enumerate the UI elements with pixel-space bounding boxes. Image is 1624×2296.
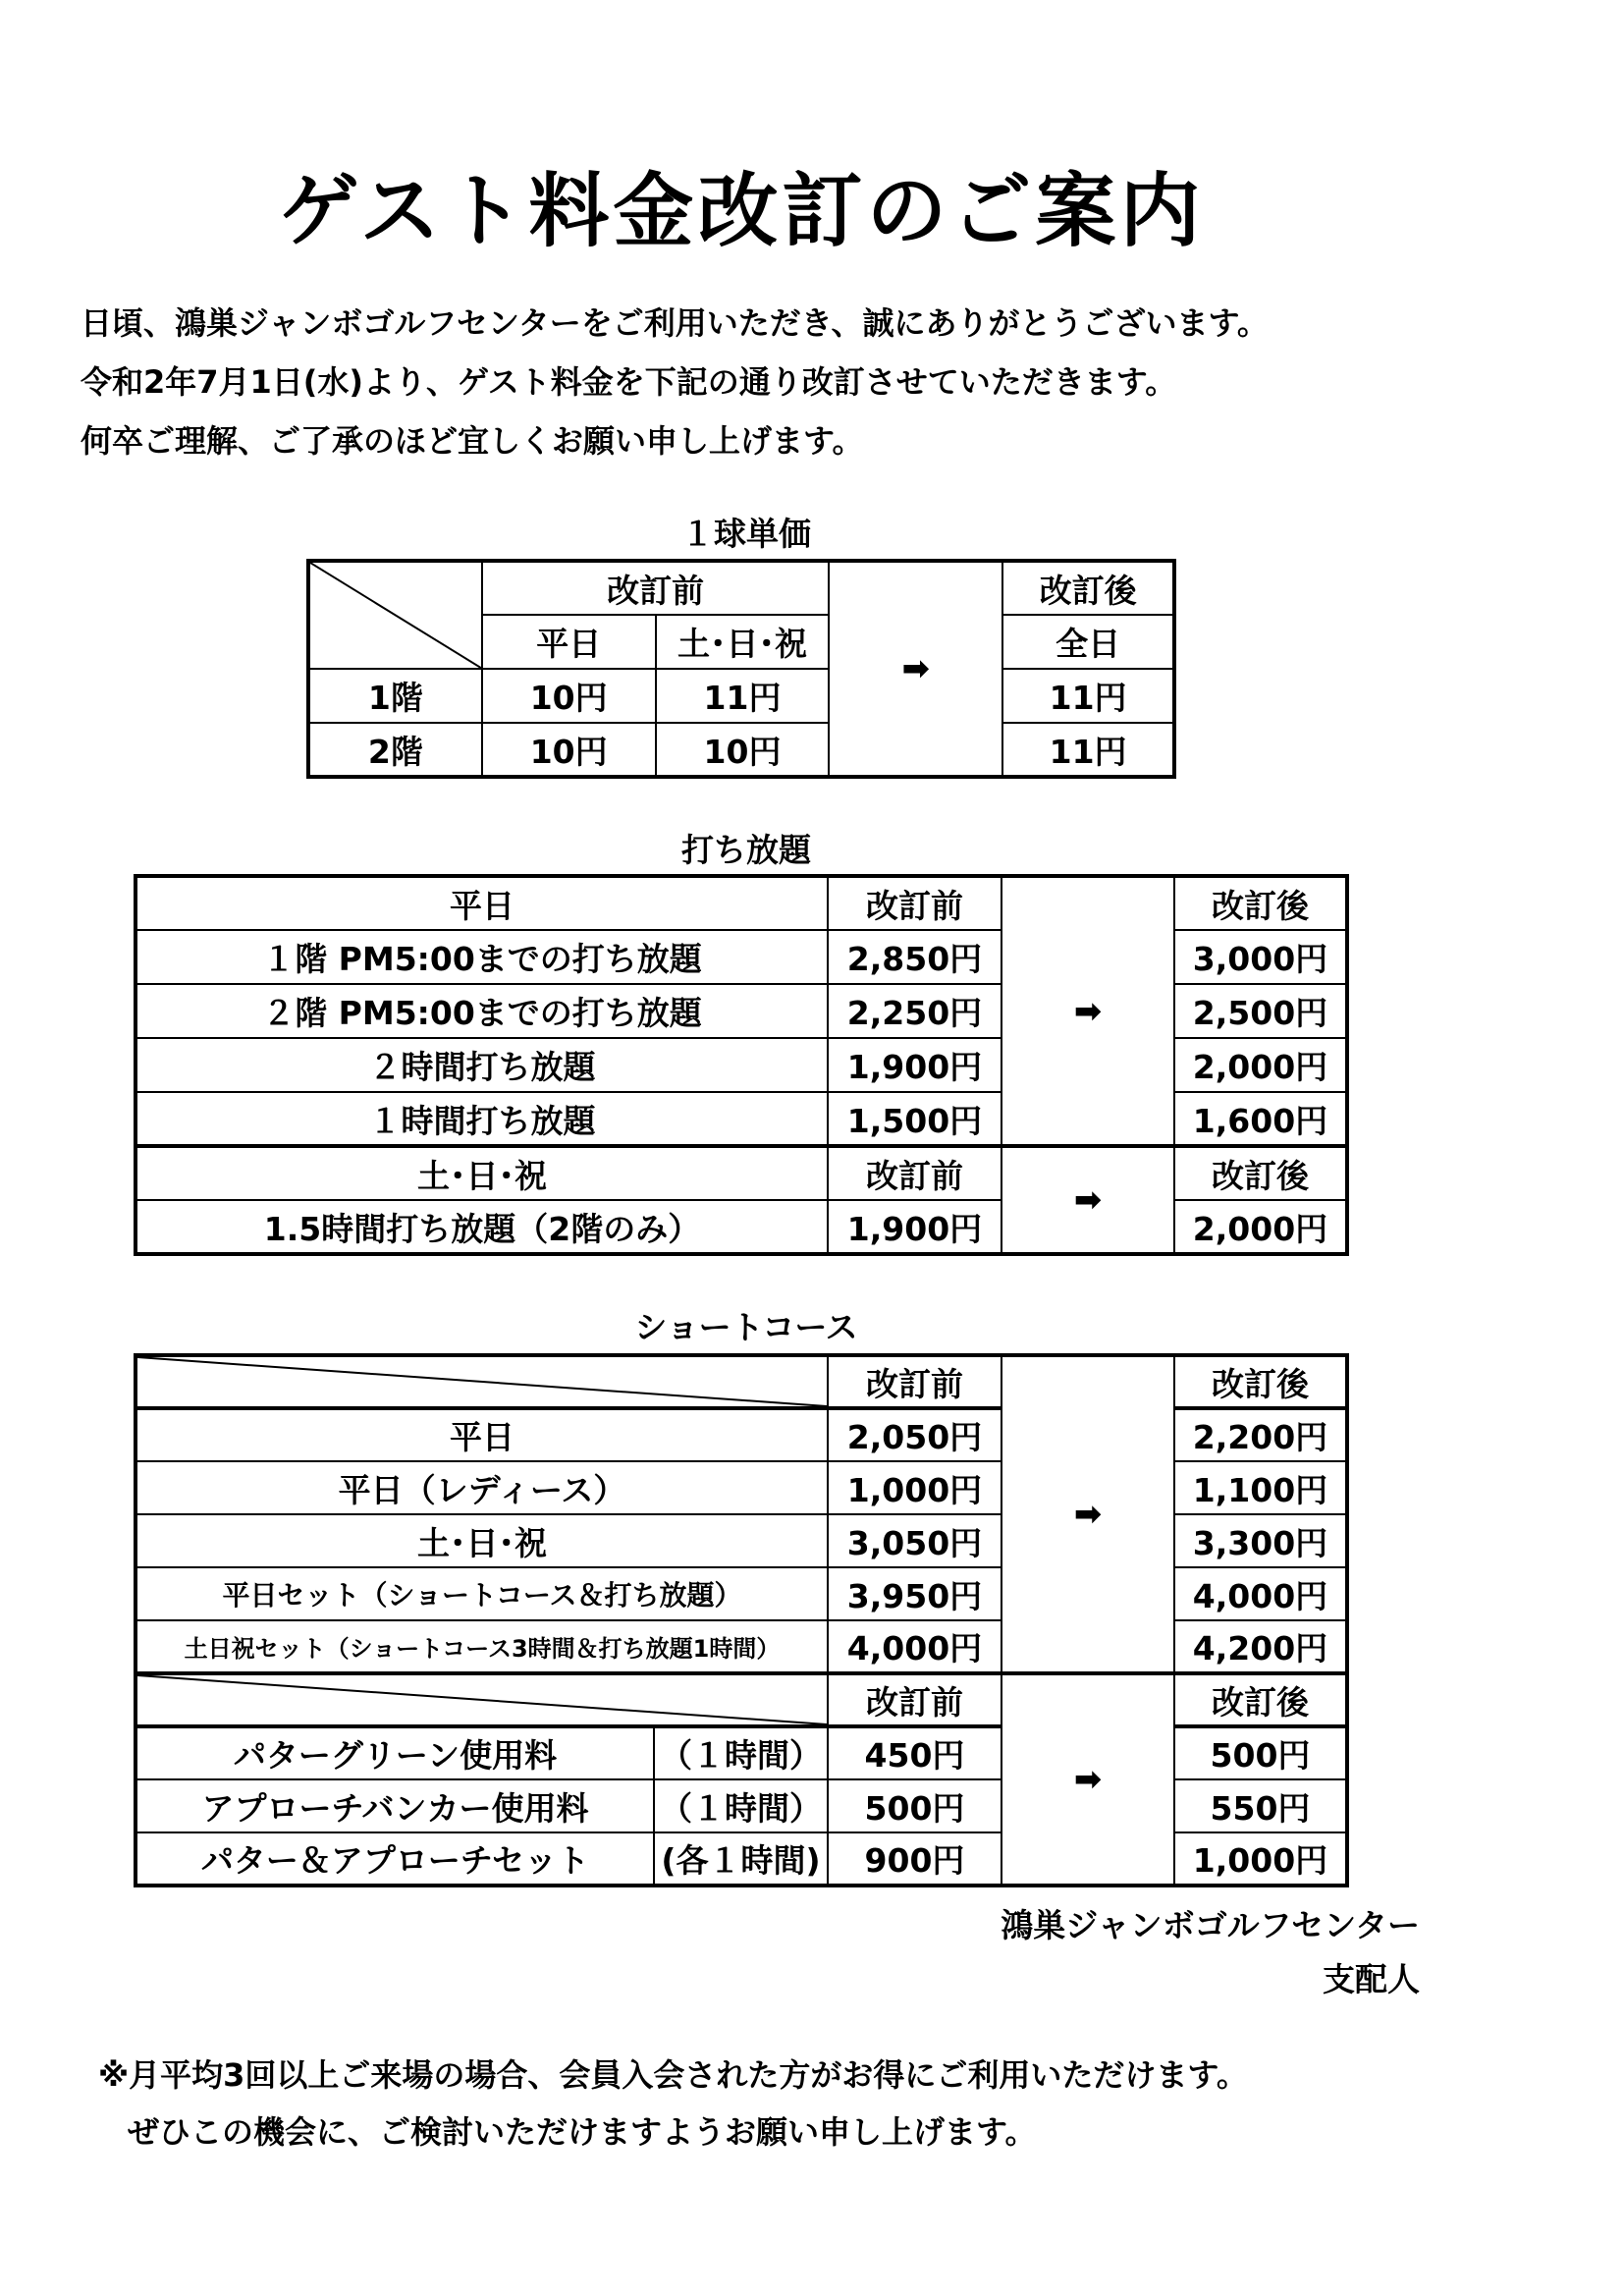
price-before: 1,900円 — [828, 1038, 1001, 1092]
price-after: 500円 — [1174, 1726, 1347, 1779]
unlimited-caption: 打ち放題 — [681, 831, 811, 869]
unlimited-weekend-arrow-icon: ➡ — [1001, 1146, 1174, 1254]
price-before: 3,050円 — [828, 1514, 1001, 1567]
short-course-arrow-icon: ➡ — [1001, 1355, 1174, 1673]
note-line-2: ぜひこの機会に、ご検討いただけますようお願い申し上げます。 — [128, 2113, 1037, 2151]
floor-label: 1階 — [308, 669, 482, 723]
price-after: 3,000円 — [1174, 930, 1347, 984]
price-before: 1,000円 — [828, 1461, 1001, 1514]
unlimited-after-header: 改訂後 — [1174, 876, 1347, 930]
plan-label: 1.5時間打ち放題（2階のみ） — [135, 1200, 828, 1254]
table-row — [308, 723, 1174, 777]
ball-price-before-header: 改訂前 — [482, 561, 830, 615]
plan-label: １階 PM5:00までの打ち放題 — [135, 930, 828, 984]
price-after: 2,500円 — [1174, 984, 1347, 1038]
green-arrow-icon: ➡ — [1001, 1673, 1174, 1886]
plan-label: 土日祝セット（ショートコース3時間＆打ち放題1時間） — [135, 1620, 828, 1673]
price-after: 4,000円 — [1174, 1567, 1347, 1620]
price-after: 1,100円 — [1174, 1461, 1347, 1514]
price-after: 2,000円 — [1174, 1038, 1347, 1092]
page-title: ゲスト料金改訂のご案内 — [278, 165, 1205, 258]
ball-price-all-header: 全日 — [1002, 615, 1174, 669]
plan-label: １時間打ち放題 — [135, 1092, 828, 1146]
floor-label: 2階 — [308, 723, 482, 777]
price-after: 4,200円 — [1174, 1620, 1347, 1673]
intro-line-1: 日頃、鴻巣ジャンボゴルフセンターをご利用いただき、誠にありがとうございます。 — [81, 304, 1269, 342]
ball-price-after-header: 改訂後 — [1002, 561, 1174, 615]
short-course-caption: ショートコース — [634, 1308, 858, 1346]
price-after: 1,600円 — [1174, 1092, 1347, 1146]
price-before: 10円 — [482, 669, 656, 723]
price-before: 10円 — [482, 723, 656, 777]
price-before: 3,950円 — [828, 1567, 1001, 1620]
price-after: 11円 — [1002, 669, 1174, 723]
ball-price-arrow-icon: ➡ — [829, 561, 1002, 777]
green-corner — [135, 1673, 828, 1726]
signature-role: 支配人 — [1323, 1960, 1420, 1998]
table-row — [308, 669, 1174, 723]
price-before: 10円 — [656, 723, 830, 777]
plan-label: 平日セット（ショートコース＆打ち放題） — [135, 1567, 828, 1620]
plan-duration: （１時間） — [654, 1726, 828, 1779]
intro-line-3: 何卒ご理解、ご了承のほど宜しくお願い申し上げます。 — [81, 422, 864, 460]
unlimited-after-header: 改訂後 — [1174, 1146, 1347, 1200]
price-before: 900円 — [828, 1832, 1001, 1886]
ball-price-caption: １球単価 — [681, 515, 811, 553]
green-before-header: 改訂前 — [828, 1673, 1001, 1726]
price-before: 2,850円 — [828, 930, 1001, 984]
ball-price-weekend-header: 土･日･祝 — [656, 615, 830, 669]
price-before: 1,500円 — [828, 1092, 1001, 1146]
price-after: 2,000円 — [1174, 1200, 1347, 1254]
plan-label: 土･日･祝 — [135, 1514, 828, 1567]
plan-duration: (各１時間) — [654, 1832, 828, 1886]
intro-line-2: 令和2年7月1日(水)より、ゲスト料金を下記の通り改訂させていただきます。 — [81, 363, 1177, 401]
price-before: 1,900円 — [828, 1200, 1001, 1254]
plan-label: ２時間打ち放題 — [135, 1038, 828, 1092]
plan-duration: （１時間） — [654, 1779, 828, 1832]
plan-label: パターグリーン使用料 — [135, 1726, 654, 1779]
short-course-table — [134, 1353, 1349, 1887]
plan-label: 平日 — [135, 1408, 828, 1461]
note-line-1: ※月平均3回以上ご来場の場合、会員入会された方がお得にご利用いただけます。 — [98, 2056, 1248, 2094]
short-course-corner — [135, 1355, 828, 1408]
ball-price-corner — [308, 561, 482, 669]
price-after: 11円 — [1002, 723, 1174, 777]
unlimited-before-header: 改訂前 — [828, 1146, 1001, 1200]
signature-org: 鴻巣ジャンボゴルフセンター — [1001, 1906, 1420, 1944]
price-before: 500円 — [828, 1779, 1001, 1832]
ball-price-table — [306, 559, 1176, 779]
unlimited-weekday-header: 平日 — [135, 876, 828, 930]
ball-price-weekday-header: 平日 — [482, 615, 656, 669]
unlimited-table — [134, 874, 1349, 1256]
plan-label: ２階 PM5:00までの打ち放題 — [135, 984, 828, 1038]
short-course-after-header: 改訂後 — [1174, 1355, 1347, 1408]
price-after: 550円 — [1174, 1779, 1347, 1832]
plan-label: パター＆アプローチセット — [135, 1832, 654, 1886]
price-before: 450円 — [828, 1726, 1001, 1779]
short-course-before-header: 改訂前 — [828, 1355, 1001, 1408]
price-after: 1,000円 — [1174, 1832, 1347, 1886]
unlimited-weekend-header: 土･日･祝 — [135, 1146, 828, 1200]
price-after: 2,200円 — [1174, 1408, 1347, 1461]
plan-label: 平日（レディース） — [135, 1461, 828, 1514]
price-after: 3,300円 — [1174, 1514, 1347, 1567]
plan-label: アプローチバンカー使用料 — [135, 1779, 654, 1832]
price-before: 2,050円 — [828, 1408, 1001, 1461]
unlimited-before-header: 改訂前 — [828, 876, 1001, 930]
price-before: 4,000円 — [828, 1620, 1001, 1673]
price-before: 2,250円 — [828, 984, 1001, 1038]
price-before: 11円 — [656, 669, 830, 723]
unlimited-weekday-arrow-icon: ➡ — [1001, 876, 1174, 1146]
green-after-header: 改訂後 — [1174, 1673, 1347, 1726]
